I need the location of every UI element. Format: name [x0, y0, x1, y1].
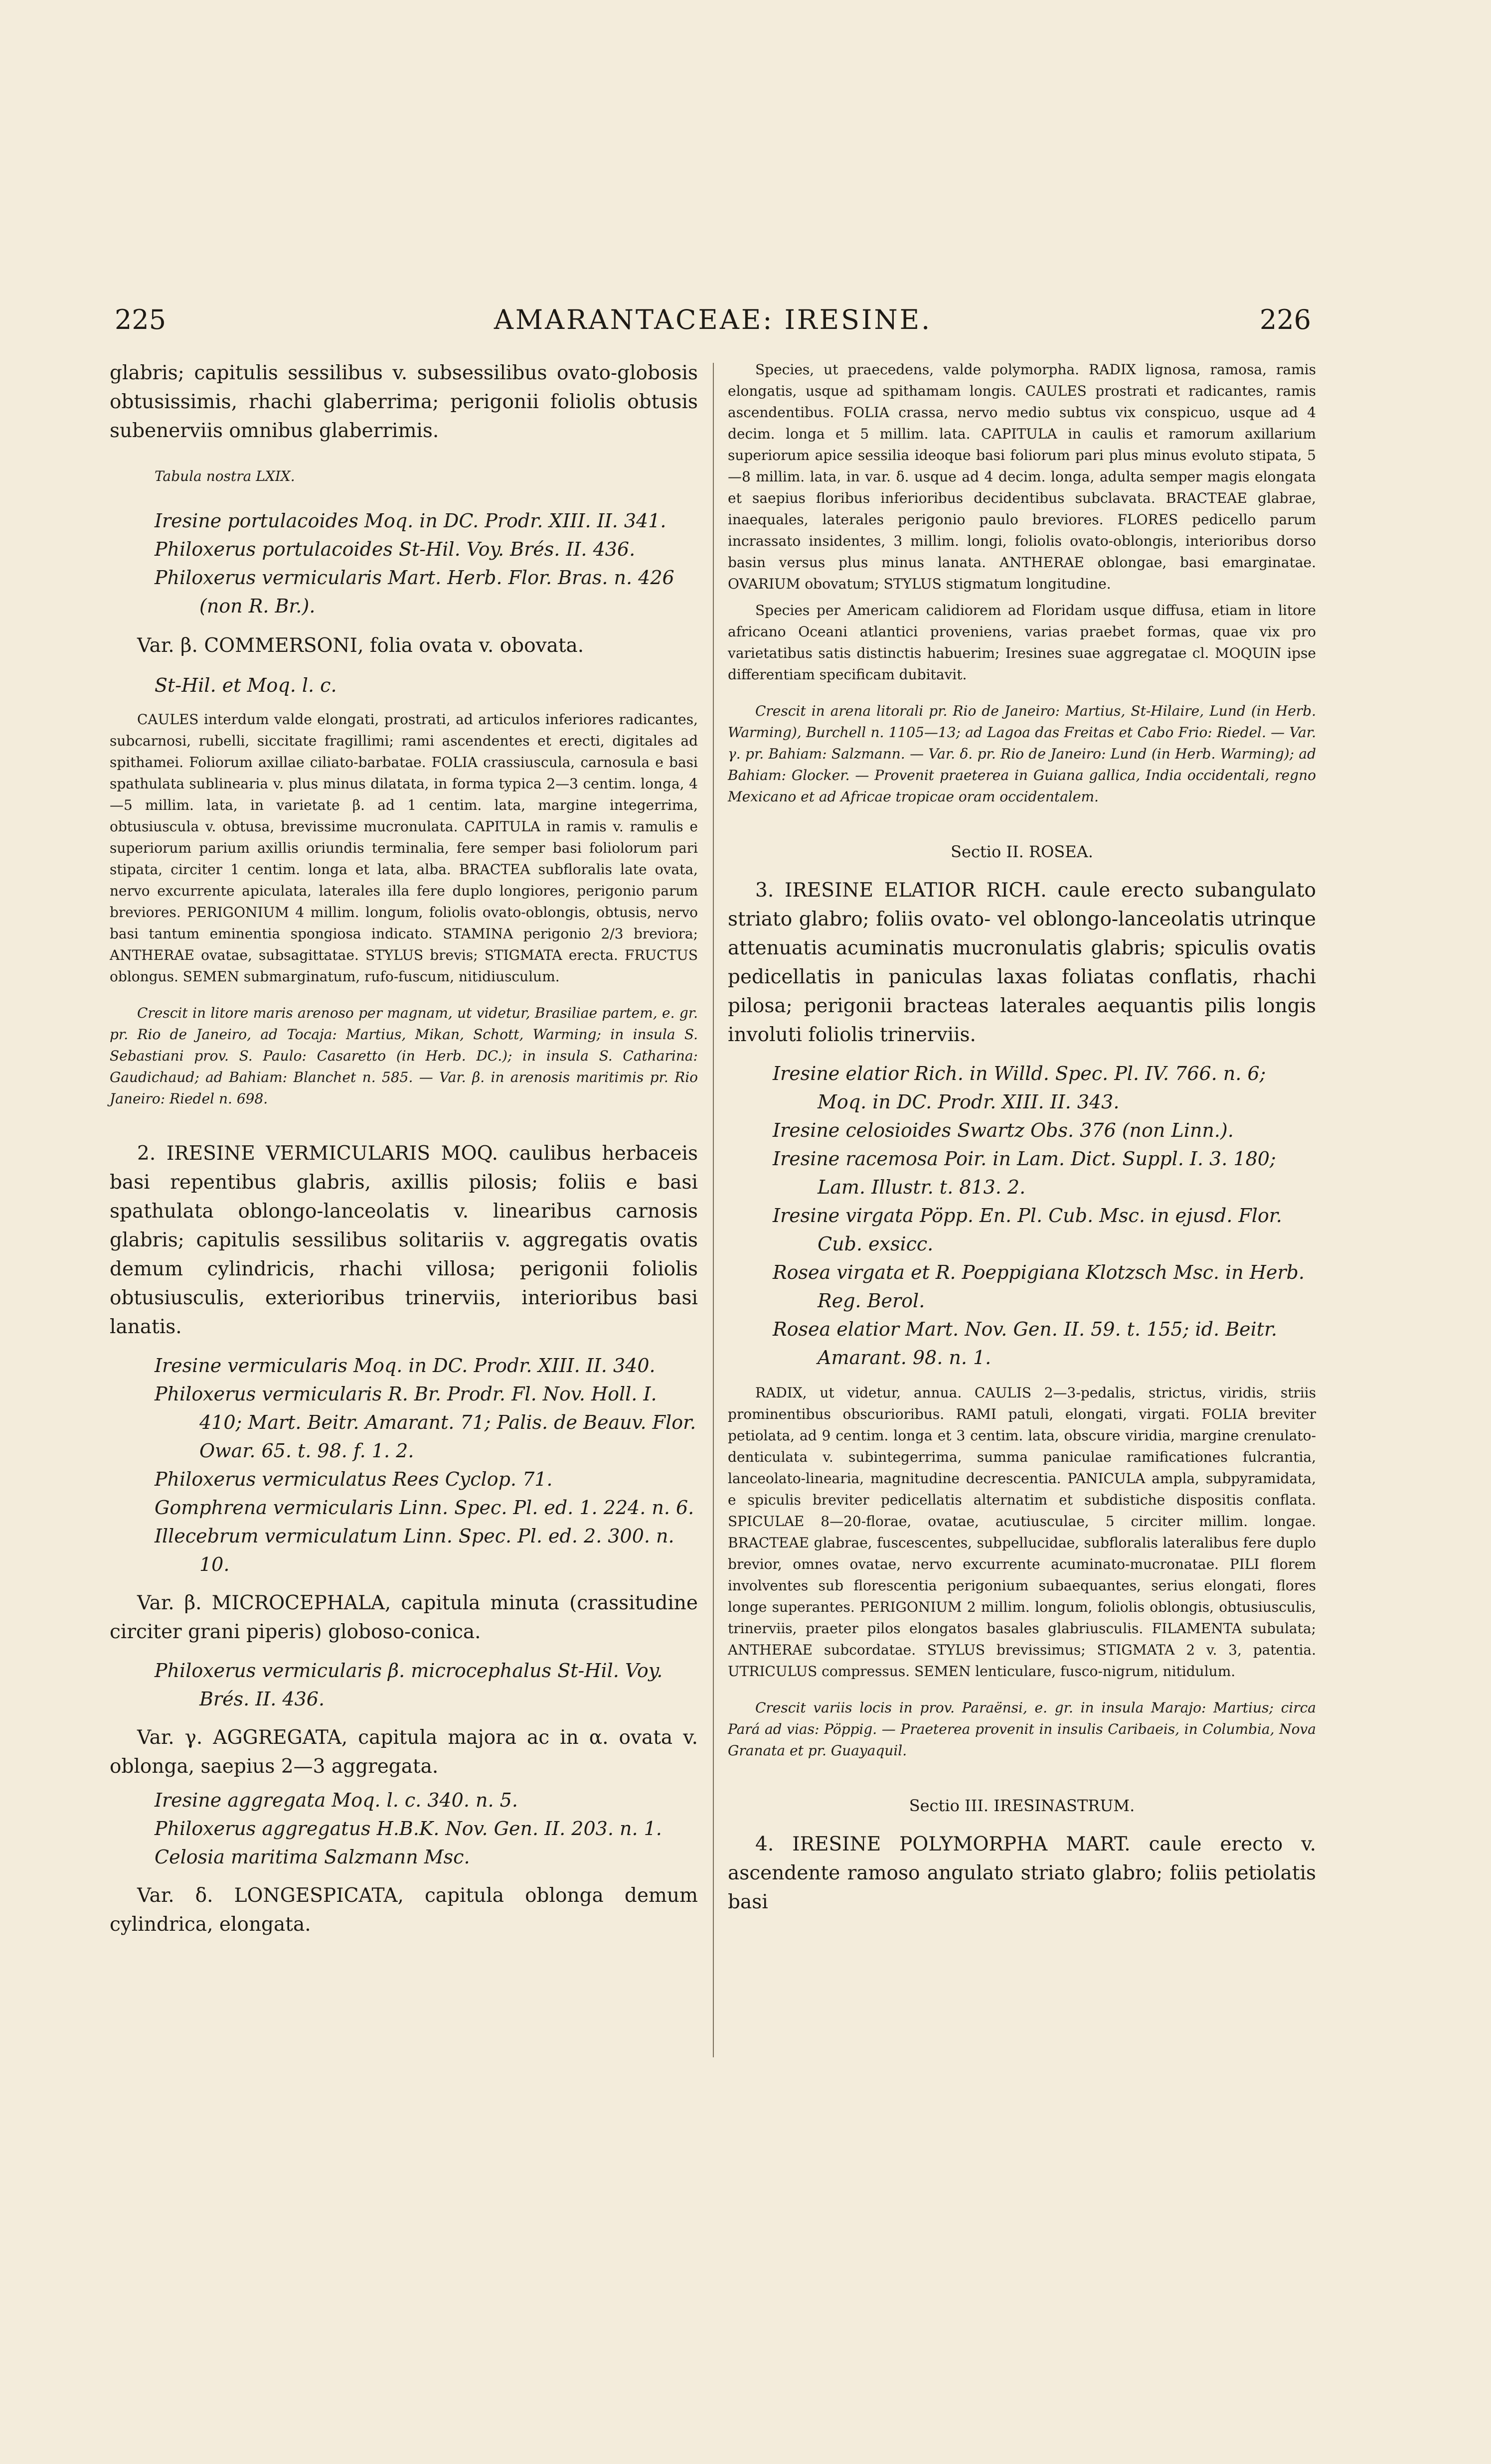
synonym: Iresine celosioides Swartz Obs. 376 (non Linn.). [773, 1119, 1234, 1141]
species-4: 4. IRESINE POLYMORPHA MART. caule erecto v. ascendente ramoso angulato striato glabro; foliis petiolatis basi [728, 1833, 1316, 1913]
synonym: Philoxerus vermicularis Mart. Herb. Flor. Bras. n. 426 (non R. Br.). [155, 567, 674, 617]
synonym: Philoxerus aggregatus H.B.K. Nov. Gen. II. 203. n. 1. [155, 1818, 662, 1840]
synonym: Philoxerus vermicularis R. Br. Prodr. Fl. Nov. Holl. I. 410; Mart. Beitr. Amarant. 71; Palis. de Beauv. Flor. Owar. 65. t. 98. f. 1. 2. [155, 1383, 696, 1462]
running-title: AMARANTACEAE: IRESINE. [494, 304, 932, 335]
section-heading: Sectio III. IRESINASTRUM. [909, 1796, 1135, 1815]
synonym: Philoxerus vermiculatus Rees Cyclop. 71. [155, 1468, 553, 1490]
page-header [115, 304, 1311, 344]
synonym: Iresine elatior Rich. in Willd. Spec. Pl. IV. 766. n. 6; Moq. in DC. Prodr. XIII. II. 343. [773, 1063, 1266, 1113]
variety: Var. β. MICROCEPHALA, capitula minuta (crassitudine circiter grani piperis) globoso-conica. [110, 1592, 698, 1643]
plate-reference: Tabula nostra LXIX. [155, 468, 295, 484]
description: RADIX, ut videtur, annua. CAULIS 2—3-pedalis, strictus, viridis, striis prominentibus obscurioribus. RAMI patuli, elongati, virgati. FOLIA breviter petiolata, ad 9 centim. longa et 3 centim. lata, obscure viridia, margine crenulato-denticulata v. subintegerrima, summa paniculae ramificationes fulcrantia, lanceolato-linearia, magnitudine decrescentia. PANICULA ampla, subpyramidata, e spiculis breviter pedicellatis alternatim et subdistiche dispositis conflata. SPICULAE 8—20-florae, ovatae, acutiusculae, 5 circiter millim. longae. BRACTEAE glabrae, fuscescentes, subpellucidae, subfloralis lateralibus fere duplo brevior, omnes ovatae, nervo excurrente acuminato-mucronatae. PILI florem involventes sub florescentia perigonium subaequantes, serius elongati, flores longe superantes. PERIGONIUM 2 millim. longum, foliolis oblongis, obtusiusculis, trinerviis, praeter pilos elongatos basales glabriusculis. FILAMENTA subulata; ANTHERAE subcordatae. STYLUS brevissimus; STIGMATA 2 v. 3, patentia. UTRICULUS compressus. SEMEN lenticulare, fusco-nigrum, nitidulum. [728, 1385, 1316, 1680]
variety-citation: St-Hil. et Moq. l. c. [155, 674, 337, 696]
section-heading: Sectio II. ROSEA. [951, 842, 1093, 861]
paragraph: glabris; capitulis sessilibus v. subsessilibus ovato-globosis obtusissimis, rhachi glaberrima; perigonii foliolis obtusis subenerviis omnibus glaberrimis. [110, 362, 698, 442]
description: CAULES interdum valde elongati, prostrati, ad articulos inferiores radicantes, subcarnosi, rubelli, siccitate fragillimi; rami ascendentes et erecti, digitales ad spithamei. Foliorum axillae ciliato-barbatae. FOLIA crassiuscula, carnosula e basi spathulata sublinearia v. plus minus dilatata, in forma typica 2—3 centim. longa, 4—5 millim. lata, in varietate β. ad 1 centim. lata, margine integerrima, obtusiuscula v. obtusa, brevissime mucronulata. CAPITULA in ramis v. ramulis e superiorum parium axillis oriundis terminalia, fere semper basi foliolorum pari stipata, circiter 1 centim. longa et lata, alba. BRACTEA subfloralis late ovata, nervo excurrente apiculata, laterales illa fere duplo longiores, perigonio parum breviores. PERIGONIUM 4 millim. longum, foliolis ovato-oblongis, obtusis, nervo basi tantum eminentia spongiosa indicato. STAMINA perigonio 2/3 breviora; ANTHERAE ovatae, subsagittatae. STYLUS brevis; STIGMATA erecta. FRUCTUS oblongus. SEMEN submarginatum, rufo-fuscum, nitidiusculum. [110, 711, 698, 985]
left-column [110, 359, 698, 1939]
synonym: Iresine racemosa Poir. in Lam. Dict. Suppl. I. 3. 180; Lam. Illustr. t. 813. 2. [773, 1148, 1276, 1198]
synonym: Iresine portulacoides Moq. in DC. Prodr. XIII. II. 341. [155, 510, 666, 532]
synonym: Gomphrena vermicularis Linn. Spec. Pl. ed. 1. 224. n. 6. [155, 1497, 694, 1519]
synonym: Illecebrum vermiculatum Linn. Spec. Pl. ed. 2. 300. n. 10. [155, 1525, 674, 1575]
variety: Var. δ. LONGESPICATA, capitula oblonga demum cylindrica, elongata. [110, 1884, 698, 1936]
habitat: Crescit in litore maris arenoso per magnam, ut videtur, Brasiliae partem, e. gr. pr. Rio de Janeiro, ad Tocaja: Martius, Mikan, Schott, Warming; in insula S. Sebastiani prov. S. Paulo: Casaretto (in Herb. DC.); in insula S. Catharina: Gaudichaud; ad Bahiam: Blanchet n. 585. — Var. β. in arenosis maritimis pr. Rio Janeiro: Riedel n. 698. [110, 1005, 698, 1107]
synonym: Rosea elatior Mart. Nov. Gen. II. 59. t. 155; id. Beitr. Amarant. 98. n. 1. [773, 1318, 1278, 1369]
species-2: 2. IRESINE VERMICULARIS MOQ. caulibus herbaceis basi repentibus glabris, axillis pilosis; foliis e basi spathulata oblongo-lanceolatis v. linearibus carnosis glabris; capitulis sessilibus solitariis v. aggregatis ovatis demum cylindricis, rhachi villosa; perigonii foliolis obtusiusculis, exterioribus trinerviis, interioribus basi lanatis. [110, 1142, 698, 1338]
right-column [728, 359, 1316, 1917]
variety: Var. γ. AGGREGATA, capitula majora ac in α. ovata v. oblonga, saepius 2—3 aggregata. [110, 1726, 698, 1778]
synonym: Philoxerus vermicularis β. microcephalus St-Hil. Voy. Brés. II. 436. [155, 1660, 663, 1710]
description: Species, ut praecedens, valde polymorpha. RADIX lignosa, ramosa, ramis elongatis, usque ad spithamam longis. CAULES prostrati et radicantes, ramis ascendentibus. FOLIA crassa, nervo medio subtus vix conspicuo, usque ad 4 decim. longa et 5 millim. lata. CAPITULA in caulis et ramorum axillarium superiorum apice sessilia ideoque basi foliorum pari plus minus evoluto stipata, 5—8 millim. lata, in var. δ. usque ad 4 decim. longa, adulta semper magis elongata et saepius floribus inferioribus decidentibus subclavata. BRACTEAE glabrae, inaequales, laterales perigonio paulo breviores. FLORES pedicello parum incrassato insidentes, 3 millim. longi, foliolis ovato-oblongis, interioribus dorso basin versus plus minus lanata. ANTHERAE oblongae, basi emarginatae. OVARIUM obovatum; STYLUS stigmatum longitudine. [728, 361, 1316, 592]
description: Species per Americam calidiorem ad Floridam usque diffusa, etiam in litore africano Oceani atlantici proveniens, varias praebet formas, quae vix pro varietatibus satis distinctis habuerim; Iresines suae aggregatae cl. MOQUIN ipse differentiam specificam dubitavit. [728, 602, 1316, 683]
synonym: Celosia maritima Salzmann Msc. [155, 1846, 470, 1868]
synonym: Iresine vermicularis Moq. in DC. Prodr. XIII. II. 340. [155, 1355, 656, 1377]
synonym: Iresine virgata Pöpp. En. Pl. Cub. Msc. in ejusd. Flor. Cub. exsicc. [773, 1205, 1282, 1255]
habitat: Crescit in arena litorali pr. Rio de Janeiro: Martius, St-Hilaire, Lund (in Herb. Warming), Burchell n. 1105—13; ad Lagoa das Freitas et Cabo Frio: Riedel. — Var. γ. pr. Bahiam: Salzmann. — Var. δ. pr. Rio de Janeiro: Lund (in Herb. Warming); ad Bahiam: Glocker. — Provenit praeterea in Guiana gallica, India occidentali, regno Mexicano et ad Africae tropicae oram occidentalem. [728, 703, 1316, 805]
species-3: 3. IRESINE ELATIOR RICH. caule erecto subangulato striato glabro; foliis ovato- vel oblongo-lanceolatis utrinque attenuatis acuminatis mucronulatis glabris; spiculis ovatis pedicellatis in paniculas laxas foliatas conflatis, rhachi pilosa; perigonii bracteas laterales aequantis pilis longis involuti foliolis trinerviis. [728, 879, 1316, 1046]
synonym: Rosea virgata et R. Poeppigiana Klotzsch Msc. in Herb. Reg. Berol. [773, 1261, 1305, 1312]
habitat: Crescit variis locis in prov. Paraënsi, e. gr. in insula Marajo: Martius; circa Pará ad vias: Pöppig. — Praeterea provenit in insulis Caribaeis, in Columbia, Nova Granata et pr. Guayaquil. [728, 1699, 1316, 1759]
synonym: Iresine aggregata Moq. l. c. 340. n. 5. [155, 1789, 518, 1811]
page-number-right: 226 [1259, 304, 1311, 335]
page-number-left: 225 [115, 304, 166, 335]
synonym: Philoxerus portulacoides St-Hil. Voy. Brés. II. 436. [155, 538, 636, 560]
variety: Var. β. COMMERSONI, folia ovata v. obovata. [137, 634, 584, 657]
column-divider [713, 363, 714, 2057]
